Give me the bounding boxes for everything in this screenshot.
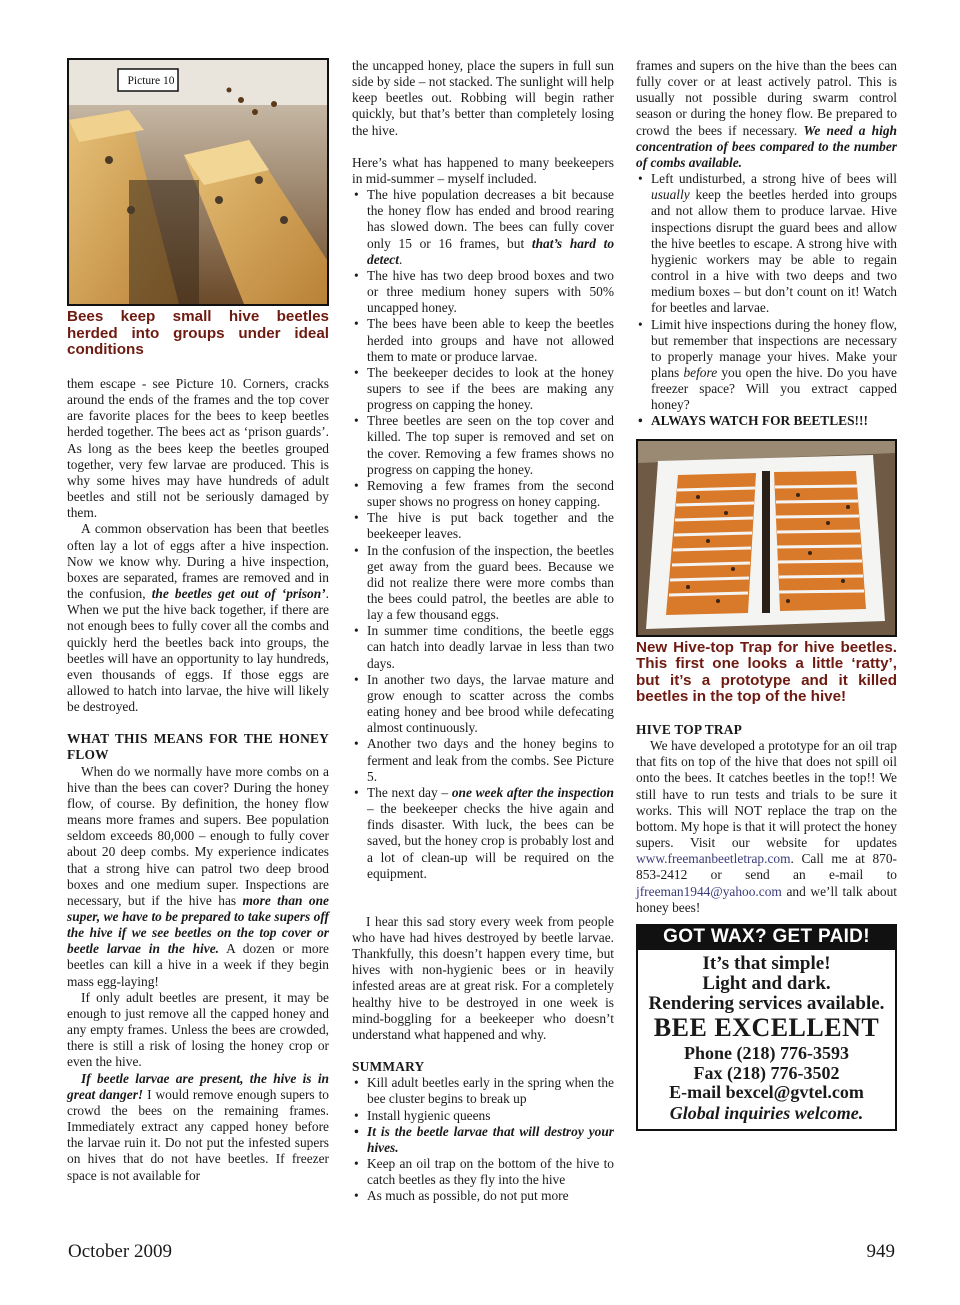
section-heading-hive-top-trap: HIVE TOP TRAP: [636, 721, 743, 737]
list-item: • ALWAYS WATCH FOR BEETLES!!!: [636, 413, 897, 429]
picture-10-caption: Bees keep small hive beetles herded into groups under ideal conditions: [67, 308, 329, 359]
page-number: 949: [866, 1241, 895, 1262]
email-link[interactable]: jfreeman1944@yahoo.com: [636, 883, 782, 899]
ad-email: E-mail bexcel@gvtel.com: [669, 1082, 864, 1103]
website-link[interactable]: www.freemanbeetletrap.com: [636, 851, 791, 867]
list-item: • As much as possible, do not put more: [352, 1188, 614, 1204]
hive-top-trap-caption: New Hive-top Trap for hive beetles. This first one looks a little ‘ratty’, but it’s a prototype and it killed beetles in the top of the hive!: [636, 638, 897, 706]
ad-line: Light and dark.: [702, 973, 831, 994]
col1-paragraph-5: If beetle larvae are present, the hive is in great danger! I would remove enough supers to crowd the bees on the remaining frames. Immediately extract any capped honey before the larvae ruin it. Do not put the infested supers on hives that do not have beetles. If freezer space is not available for: [67, 1070, 329, 1183]
col1-paragraph-3: When do we normally have more combs on a hive than the bees can cover? During the honey flow, of course. By definition, the honey flow means more frames and supers. Bee population seldom exceeds 80,000 – enough to fully cover about 20 deep combs. My experience indicates that a strong hive can patrol two deep brood boxes and one medium super. Inspections are necessary, but if the hive has more than one super, we have to be prepared to take supers off the hive if we see beetles on the top cover or beetle larvae in the hive. A dozen or more beetles can kill a hive in a week if they begin mass egg-laying!: [67, 763, 329, 989]
list-item: • In summer time conditions, the beetle eggs can hatch into deadly larvae in less than two days.: [352, 623, 614, 671]
summary-list: [352, 1075, 614, 1204]
list-item: • The hive population decreases a bit because the honey flow has ended and brood rearing has slowed down. The bees can fully cover only 15 or 16 frames, but that’s hard to detect.: [352, 187, 614, 268]
list-item: • Kill adult beetles early in the spring when the bee cluster begins to break up: [352, 1075, 614, 1107]
list-item: • In the confusion of the inspection, the beetles get away from the guard bees. Because we did not realize there were more combs than the bees could patrol, the beetles are able to lay a few thousand eggs.: [352, 543, 614, 624]
section-heading-summary: SUMMARY: [352, 1059, 425, 1075]
hive-top-trap-illustration: [638, 441, 895, 635]
col3-paragraph-1: frames and supers on the hive than the bees can fully cover or at least actively patrol. This is usually not possible during swarm control season or during the honey flow. Be prepared to crowd the bees if necessary. We need a high concentration of bees compared to the number of combs available.: [636, 58, 897, 170]
list-item: • Another two days and the honey begins to ferment and leak from the combs. See Picture 5.: [352, 736, 614, 784]
picture-10-photo: [67, 58, 329, 306]
ad-global: Global inquiries welcome.: [669, 1102, 864, 1123]
col3-paragraph-2: We have developed a prototype for an oil trap that fits on top of the hive that does not spill oil onto the bees. It catches beetles in the top!! We still have to run tests and trials to be sure it works. This will NOT replace the trap on the bottom. My hope is that it will protect the honey supers. Visit our website for updates www.freemanbeetletrap.com. Call me at 870-853-2412 or send an e-mail to jfreeman1944@yahoo.com and we’ll talk about honey bees!: [636, 738, 897, 915]
hive-frames-illustration: [69, 60, 327, 304]
ad-phone: Phone (218) 776-3593: [684, 1043, 849, 1064]
list-item: • Install hygienic queens: [352, 1108, 614, 1124]
bee-excellent-ad: [636, 924, 897, 1131]
list-item: • Limit hive inspections during the honey flow, but remember that inspections are necessary to properly manage your hives. Make your plans before you open the hive. Do you have freezer space? Will you extract capped honey?: [636, 317, 897, 414]
col2-paragraph-3: I hear this sad story every week from people who have had hives destroyed by beetle larvae. Thankfully, this doesn’t happen every time, but hives with non-hygienic bees or in heavily infested areas are at great risk. For a completely healthy hive to be destroyed in one week is mind-boggling for a beekeeper who doesn’t understand what happened and why.: [352, 913, 614, 1042]
col2-paragraph-2: Here’s what has happened to many beekeepers in mid-summer – myself included.: [352, 154, 614, 186]
column-2: [352, 58, 614, 1204]
hive-top-trap-photo: [636, 439, 897, 637]
list-item: • The hive has two deep brood boxes and two or three medium honey supers with 50% uncapped honey.: [352, 268, 614, 316]
ad-body: [638, 950, 895, 1129]
col2-paragraph-1: the uncapped honey, place the supers in full sun side by side – not stacked. The sunlight will help keep beetles out. Robbing will begin rather quickly, but that’s better than completely losing the hive.: [352, 58, 614, 138]
list-item: • The hive is put back together and the beekeeper leaves.: [352, 510, 614, 542]
section-heading-honey-flow: WHAT THIS MEANS FOR THE HONEY FLOW: [67, 731, 329, 763]
ad-line: Rendering services available.: [648, 993, 885, 1014]
list-item: • The beekeeper decides to look at the honey supers to see if the bees are making any progress on capping the honey.: [352, 365, 614, 413]
col1-paragraph-1: them escape - see Picture 10. Corners, cracks around the ends of the frames and the top cover are favorite places for the bees to keep beetles herded together. The bees act as ‘prison guards’. As long as the bees keep the beetles grouped together, very few larvae are produced. This is why some hives may have hundreds of adult beetles and still not be seriously damaged by them.: [67, 376, 329, 521]
col1-paragraph-2: A common observation has been that beetles often lay a lot of eggs after a hive inspection. Now we know why. During a hive inspection, boxes are separated, frames are removed and in the confusion, the beetles get out of ‘prison’. When we put the hive back together, if there are not enough bees to fully cover all the combs and quickly herd the beetles back into groups, the beetles will have an opportunity to lay hundreds, even thousands of eggs. If those eggs are allowed to hatch into larvae, the hive will likely be destroyed.: [67, 521, 329, 715]
ad-brand: BEE EXCELLENT: [653, 1013, 880, 1042]
footer-date: October 2009: [68, 1241, 172, 1262]
col1-paragraph-4: If only adult beetles are present, it may be enough to just remove all the capped honey and any empty frames. Unless the bees are crowded, there is still a risk of losing the honey crop or even the hive.: [67, 989, 329, 1070]
scenario-list: [352, 187, 614, 882]
list-item: • Three beetles are seen on the top cover and killed. The top super is removed and set on the cover. Removing a few frames shows no progress on capping the honey.: [352, 413, 614, 478]
list-item: • In another two days, the larvae mature and grow enough to scatter across the combs eating honey and bee brood while defecating almost continuously.: [352, 672, 614, 737]
list-item: • Left undisturbed, a strong hive of bees will usually keep the beetles herded into groups and not allow them to produce larvae. Hive inspections disrupt the guard bees and allow the hive beetles to escape. A strong hive with hygienic workers may be able to regain control in a hive with two deeps and two medium boxes – but don’t count on it! Watch for beetles and larvae.: [636, 171, 897, 316]
list-item: • Keep an oil trap on the bottom of the hive to catch beetles as they fly into the hive: [352, 1156, 614, 1188]
list-item: • The next day – one week after the inspection – the beekeeper checks the hive again and finds disaster. With luck, the bees can be saved, but the honey crop is probably lost and a lot of clean-up will be required on the equipment.: [352, 785, 614, 882]
ad-headline: GOT WAX? GET PAID!: [638, 926, 895, 950]
tips-list: [636, 171, 897, 430]
ad-line: It’s that simple!: [702, 953, 831, 974]
list-item: • Removing a few frames from the second super shows no progress on honey capping.: [352, 478, 614, 510]
ad-fax: Fax (218) 776-3502: [693, 1062, 840, 1083]
picture-10-label: Picture 10: [127, 75, 175, 87]
list-item: • It is the beetle larvae that will destroy your hives.: [352, 1124, 614, 1156]
column-1: [67, 58, 329, 1184]
column-3: [636, 58, 897, 1131]
list-item: • The bees have been able to keep the beetles herded into groups and have not allowed them to mate or produce larvae.: [352, 316, 614, 364]
